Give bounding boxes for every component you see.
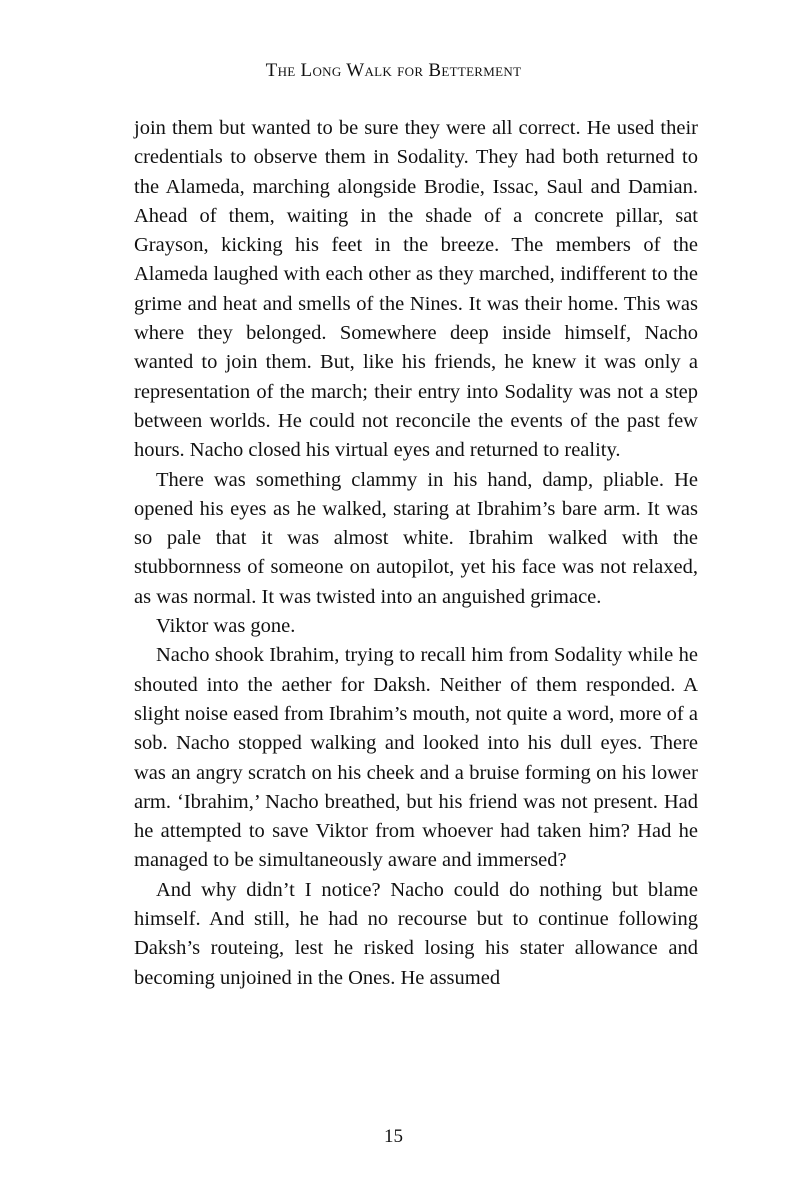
body-text	[134, 114, 698, 993]
paragraph: join them but wanted to be sure they were all correct. He used their credentials to observe them in Sodality. They had both returned to the Alameda, marching alongside Brodie, Issac, Saul and Damian. Ahead of them, waiting in the shade of a concrete pillar, sat Grayson, kicking his feet in the breeze. The members of the Alameda laughed with each other as they marched, indifferent to the grime and heat and smells of the Nines. It was their home. This was where they belonged. Somewhere deep inside himself, Nacho wanted to join them. But, like his friends, he knew it was only a representation of the march; their entry into Sodality was not a step between worlds. He could not reconcile the events of the past few hours. Nacho closed his virtual eyes and returned to reality.	[134, 117, 698, 462]
paragraph: And why didn’t I notice? Nacho could do nothing but blame himself. And still, he had no recourse but to continue following Daksh’s routeing, lest he risked losing his stater allowance and becoming unjoined in the Ones. He assumed	[134, 878, 698, 989]
page-number: 15	[384, 1126, 403, 1147]
paragraph: There was something clammy in his hand, damp, pliable. He opened his eyes as he walked, staring at Ibrahim’s bare arm. It was so pale that it was almost white. Ibrahim walked with the stubbornness of someone on autopilot, yet his face was not relaxed, as was normal. It was twisted into an anguished grimace.	[134, 468, 698, 608]
paragraph: Nacho shook Ibrahim, trying to recall him from Sodality while he shouted into the aether for Daksh. Neither of them responded. A slight noise eased from Ibrahim’s mouth, not quite a word, more of a sob. Nacho stopped walking and looked into his dull eyes. There was an angry scratch on his cheek and a bruise forming on his lower arm. ‘Ibrahim,’ Nacho breathed, but his friend was not present. Had he attempted to save Viktor from whoever had taken him? Had he managed to be simultaneously aware and immersed?	[134, 644, 698, 872]
running-head: The Long Walk for Betterment	[265, 60, 522, 81]
paragraph: Viktor was gone.	[156, 615, 296, 638]
